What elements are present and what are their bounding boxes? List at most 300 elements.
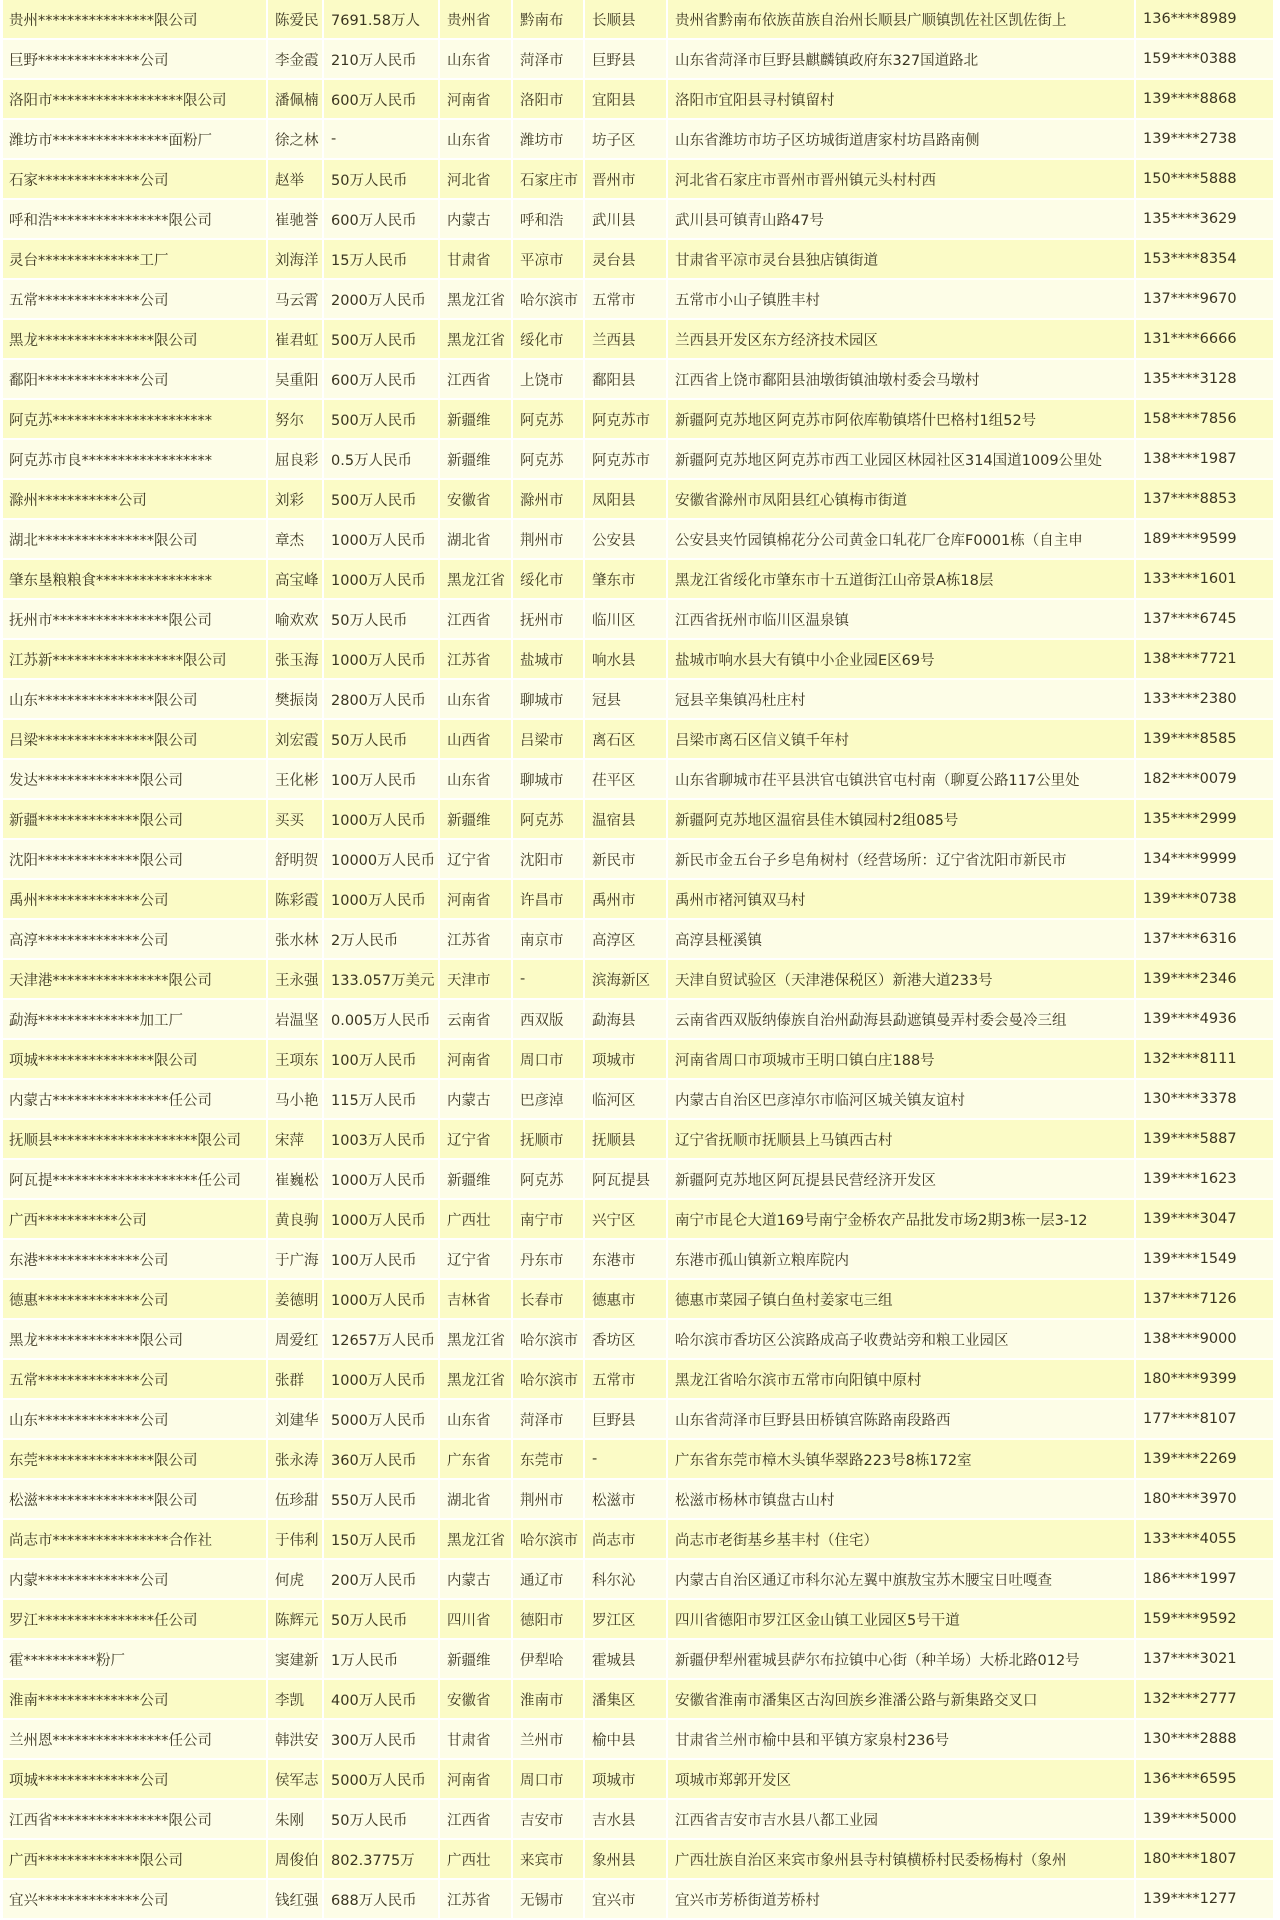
company-cell: 沈阳**************限公司 (3, 840, 268, 880)
phone-cell: 189****9599 (1136, 520, 1275, 560)
city-cell: 南宁市 (513, 1200, 585, 1240)
company-cell: 石家**************公司 (3, 160, 268, 200)
address-cell: 黑龙江省绥化市肇东市十五道街江山帝景A栋18层 (668, 560, 1136, 600)
company-cell: 滁州***********公司 (3, 480, 268, 520)
county-cell: 项城市 (585, 1760, 668, 1800)
city-cell: 黔南布 (513, 0, 585, 40)
city-cell: 淮南市 (513, 1680, 585, 1720)
phone-cell: 139****3047 (1136, 1200, 1275, 1240)
address-cell: 山东省菏泽市巨野县田桥镇宫陈路南段路西 (668, 1400, 1136, 1440)
city-cell: 丹东市 (513, 1240, 585, 1280)
address-cell: 哈尔滨市香坊区公滨路成高子收费站旁和粮工业园区 (668, 1320, 1136, 1360)
person-cell: 伍珍甜 (268, 1480, 324, 1520)
province-cell: 山东省 (440, 40, 513, 80)
person-cell: 刘海洋 (268, 240, 324, 280)
company-cell: 广西***********公司 (3, 1200, 268, 1240)
capital-cell: 600万人民币 (324, 80, 440, 120)
phone-cell: 132****8111 (1136, 1040, 1275, 1080)
phone-cell: 139****2346 (1136, 960, 1275, 1000)
table-row (3, 1240, 1275, 1280)
person-cell: 王项东 (268, 1040, 324, 1080)
capital-cell: 400万人民币 (324, 1680, 440, 1720)
phone-cell: 136****6595 (1136, 1760, 1275, 1800)
city-cell: 聊城市 (513, 680, 585, 720)
province-cell: 河南省 (440, 880, 513, 920)
county-cell: 项城市 (585, 1040, 668, 1080)
address-cell: 内蒙古自治区巴彦淖尔市临河区城关镇友谊村 (668, 1080, 1136, 1120)
table-row (3, 800, 1275, 840)
county-cell: 新民市 (585, 840, 668, 880)
capital-cell: 50万人民币 (324, 1800, 440, 1840)
address-cell: 冠县辛集镇冯杜庄村 (668, 680, 1136, 720)
address-cell: 广西壮族自治区来宾市象州县寺村镇横桥村民委杨梅村（象州 (668, 1840, 1136, 1880)
capital-cell: 1000万人民币 (324, 520, 440, 560)
address-cell: 四川省德阳市罗江区金山镇工业园区5号干道 (668, 1600, 1136, 1640)
city-cell: 潍坊市 (513, 120, 585, 160)
table-row (3, 1760, 1275, 1800)
capital-cell: 2000万人民币 (324, 280, 440, 320)
company-cell: 山东****************限公司 (3, 680, 268, 720)
address-cell: 新疆伊犁州霍城县萨尔布拉镇中心街（种羊场）大桥北路012号 (668, 1640, 1136, 1680)
person-cell: 崔巍松 (268, 1160, 324, 1200)
table-row (3, 40, 1275, 80)
person-cell: 买买 (268, 800, 324, 840)
phone-cell: 159****9592 (1136, 1600, 1275, 1640)
table-row (3, 1000, 1275, 1040)
table-row (3, 1720, 1275, 1760)
phone-cell: 138****1987 (1136, 440, 1275, 480)
company-cell: 黑龙****************限公司 (3, 320, 268, 360)
phone-cell: 150****5888 (1136, 160, 1275, 200)
person-cell: 喻欢欢 (268, 600, 324, 640)
phone-cell: 139****5000 (1136, 1800, 1275, 1840)
company-cell: 呼和浩****************限公司 (3, 200, 268, 240)
city-cell: 哈尔滨市 (513, 1520, 585, 1560)
address-cell: 云南省西双版纳傣族自治州勐海县勐遮镇曼弄村委会曼冷三组 (668, 1000, 1136, 1040)
table-row (3, 1840, 1275, 1880)
county-cell: 高淳区 (585, 920, 668, 960)
city-cell: 菏泽市 (513, 40, 585, 80)
phone-cell: 158****7856 (1136, 400, 1275, 440)
province-cell: 黑龙江省 (440, 1320, 513, 1360)
city-cell: 滁州市 (513, 480, 585, 520)
address-cell: 新疆阿克苏地区阿克苏市西工业园区林园社区314国道1009公里处 (668, 440, 1136, 480)
capital-cell: 550万人民币 (324, 1480, 440, 1520)
table-body (3, 0, 1275, 1920)
person-cell: 于伟利 (268, 1520, 324, 1560)
province-cell: 河南省 (440, 1760, 513, 1800)
province-cell: 黑龙江省 (440, 1520, 513, 1560)
address-cell: 山东省聊城市茌平县洪官屯镇洪官屯村南（聊夏公路117公里处 (668, 760, 1136, 800)
county-cell: 松滋市 (585, 1480, 668, 1520)
person-cell: 马云霄 (268, 280, 324, 320)
province-cell: 四川省 (440, 1600, 513, 1640)
city-cell: 德阳市 (513, 1600, 585, 1640)
address-cell: 南宁市昆仑大道169号南宁金桥农产品批发市场2期3栋一层3-12 (668, 1200, 1136, 1240)
capital-cell: 802.3775万 (324, 1840, 440, 1880)
company-cell: 勐海**************加工厂 (3, 1000, 268, 1040)
company-cell: 抚州市****************限公司 (3, 600, 268, 640)
capital-cell: 5000万人民币 (324, 1400, 440, 1440)
phone-cell: 139****1549 (1136, 1240, 1275, 1280)
phone-cell: 139****2269 (1136, 1440, 1275, 1480)
phone-cell: 177****8107 (1136, 1400, 1275, 1440)
phone-cell: 139****5887 (1136, 1120, 1275, 1160)
person-cell: 樊振岗 (268, 680, 324, 720)
company-cell: 发达**************限公司 (3, 760, 268, 800)
company-cell: 江苏新******************限公司 (3, 640, 268, 680)
city-cell: 阿克苏 (513, 800, 585, 840)
county-cell: 勐海县 (585, 1000, 668, 1040)
province-cell: 黑龙江省 (440, 320, 513, 360)
phone-cell: 137****9670 (1136, 280, 1275, 320)
table-row (3, 640, 1275, 680)
county-cell: 滨海新区 (585, 960, 668, 1000)
table-row (3, 1480, 1275, 1520)
city-cell: 抚州市 (513, 600, 585, 640)
person-cell: 何虎 (268, 1560, 324, 1600)
province-cell: 江苏省 (440, 1880, 513, 1920)
county-cell: 禹州市 (585, 880, 668, 920)
province-cell: 安徽省 (440, 480, 513, 520)
company-cell: 天津港****************限公司 (3, 960, 268, 1000)
phone-cell: 131****6666 (1136, 320, 1275, 360)
city-cell: 哈尔滨市 (513, 280, 585, 320)
person-cell: 陈辉元 (268, 1600, 324, 1640)
province-cell: 云南省 (440, 1000, 513, 1040)
table-row (3, 1080, 1275, 1120)
company-cell: 黑龙**************限公司 (3, 1320, 268, 1360)
table-row (3, 560, 1275, 600)
city-cell: 菏泽市 (513, 1400, 585, 1440)
city-cell: 长春市 (513, 1280, 585, 1320)
person-cell: 马小艳 (268, 1080, 324, 1120)
capital-cell: 100万人民币 (324, 1240, 440, 1280)
phone-cell: 138****9000 (1136, 1320, 1275, 1360)
company-cell: 江西省****************限公司 (3, 1800, 268, 1840)
company-cell: 湖北****************限公司 (3, 520, 268, 560)
table-row (3, 320, 1275, 360)
table-row (3, 80, 1275, 120)
address-cell: 宜兴市芳桥街道芳桥村 (668, 1880, 1136, 1920)
address-cell: 甘肃省兰州市榆中县和平镇方家泉村236号 (668, 1720, 1136, 1760)
province-cell: 黑龙江省 (440, 560, 513, 600)
city-cell: 无锡市 (513, 1880, 585, 1920)
phone-cell: 139****0738 (1136, 880, 1275, 920)
phone-cell: 130****2888 (1136, 1720, 1275, 1760)
phone-cell: 137****8853 (1136, 480, 1275, 520)
county-cell: 宜阳县 (585, 80, 668, 120)
table-row (3, 520, 1275, 560)
address-cell: 东港市孤山镇新立粮库院内 (668, 1240, 1136, 1280)
province-cell: 山东省 (440, 1400, 513, 1440)
table-row (3, 360, 1275, 400)
table-row (3, 160, 1275, 200)
county-cell: 霍城县 (585, 1640, 668, 1680)
person-cell: 张水林 (268, 920, 324, 960)
county-cell: 五常市 (585, 1360, 668, 1400)
person-cell: 侯军志 (268, 1760, 324, 1800)
county-cell: 坊子区 (585, 120, 668, 160)
table-row (3, 960, 1275, 1000)
company-cell: 鄱阳**************公司 (3, 360, 268, 400)
company-cell: 东莞****************限公司 (3, 1440, 268, 1480)
capital-cell: 1000万人民币 (324, 640, 440, 680)
phone-cell: 180****1807 (1136, 1840, 1275, 1880)
address-cell: 吕梁市离石区信义镇千年村 (668, 720, 1136, 760)
phone-cell: 153****8354 (1136, 240, 1275, 280)
city-cell: 石家庄市 (513, 160, 585, 200)
capital-cell: 150万人民币 (324, 1520, 440, 1560)
city-cell: 抚顺市 (513, 1120, 585, 1160)
phone-cell: 137****7126 (1136, 1280, 1275, 1320)
address-cell: 德惠市菜园子镇白鱼村姜家屯三组 (668, 1280, 1136, 1320)
table-row (3, 1440, 1275, 1480)
phone-cell: 132****2777 (1136, 1680, 1275, 1720)
province-cell: 甘肃省 (440, 240, 513, 280)
person-cell: 刘彩 (268, 480, 324, 520)
city-cell: 盐城市 (513, 640, 585, 680)
person-cell: 窦建新 (268, 1640, 324, 1680)
company-cell: 尚志市****************合作社 (3, 1520, 268, 1560)
company-cell: 抚顺县********************限公司 (3, 1120, 268, 1160)
capital-cell: 5000万人民币 (324, 1760, 440, 1800)
address-cell: 黑龙江省哈尔滨市五常市向阳镇中原村 (668, 1360, 1136, 1400)
address-cell: 五常市小山子镇胜丰村 (668, 280, 1136, 320)
county-cell: 榆中县 (585, 1720, 668, 1760)
capital-cell: 0.5万人民币 (324, 440, 440, 480)
company-cell: 项城****************限公司 (3, 1040, 268, 1080)
person-cell: 岩温坚 (268, 1000, 324, 1040)
company-cell: 东港**************公司 (3, 1240, 268, 1280)
address-cell: 山东省菏泽市巨野县麒麟镇政府东327国道路北 (668, 40, 1136, 80)
province-cell: 江西省 (440, 1800, 513, 1840)
phone-cell: 180****3970 (1136, 1480, 1275, 1520)
company-cell: 巨野**************公司 (3, 40, 268, 80)
table-row (3, 280, 1275, 320)
company-cell: 高淳**************公司 (3, 920, 268, 960)
county-cell: 长顺县 (585, 0, 668, 40)
capital-cell: 1000万人民币 (324, 800, 440, 840)
county-cell: 离石区 (585, 720, 668, 760)
person-cell: 章杰 (268, 520, 324, 560)
capital-cell: 300万人民币 (324, 1720, 440, 1760)
province-cell: 江苏省 (440, 920, 513, 960)
county-cell: 吉水县 (585, 1800, 668, 1840)
company-cell: 阿克苏市良****************** (3, 440, 268, 480)
phone-cell: 135****2999 (1136, 800, 1275, 840)
address-cell: 江西省吉安市吉水县八都工业园 (668, 1800, 1136, 1840)
county-cell: 鄱阳县 (585, 360, 668, 400)
province-cell: 河南省 (440, 80, 513, 120)
phone-cell: 133****1601 (1136, 560, 1275, 600)
province-cell: 内蒙古 (440, 200, 513, 240)
city-cell: 阿克苏 (513, 400, 585, 440)
capital-cell: 0.005万人民币 (324, 1000, 440, 1040)
city-cell: 东莞市 (513, 1440, 585, 1480)
city-cell: 哈尔滨市 (513, 1320, 585, 1360)
city-cell: 绥化市 (513, 560, 585, 600)
city-cell: 阿克苏 (513, 440, 585, 480)
phone-cell: 137****6745 (1136, 600, 1275, 640)
county-cell: 温宿县 (585, 800, 668, 840)
capital-cell: 50万人民币 (324, 160, 440, 200)
capital-cell: 1000万人民币 (324, 560, 440, 600)
county-cell: 阿克苏市 (585, 400, 668, 440)
county-cell: 尚志市 (585, 1520, 668, 1560)
city-cell: 洛阳市 (513, 80, 585, 120)
capital-cell: 100万人民币 (324, 1040, 440, 1080)
county-cell: 武川县 (585, 200, 668, 240)
capital-cell: 500万人民币 (324, 320, 440, 360)
person-cell: 王化彬 (268, 760, 324, 800)
company-cell: 霍**********粉厂 (3, 1640, 268, 1680)
county-cell: 香坊区 (585, 1320, 668, 1360)
phone-cell: 137****6316 (1136, 920, 1275, 960)
address-cell: 盐城市响水县大有镇中小企业园E区69号 (668, 640, 1136, 680)
company-cell: 吕梁****************限公司 (3, 720, 268, 760)
city-cell: 通辽市 (513, 1560, 585, 1600)
address-cell: 洛阳市宜阳县寻村镇留村 (668, 80, 1136, 120)
person-cell: 于广海 (268, 1240, 324, 1280)
county-cell: 晋州市 (585, 160, 668, 200)
person-cell: 钱红强 (268, 1880, 324, 1920)
phone-cell: 133****4055 (1136, 1520, 1275, 1560)
city-cell: 阿克苏 (513, 1160, 585, 1200)
capital-cell: 688万人民币 (324, 1880, 440, 1920)
table-row (3, 600, 1275, 640)
table-row (3, 760, 1275, 800)
capital-cell: 1万人民币 (324, 1640, 440, 1680)
capital-cell: 1003万人民币 (324, 1120, 440, 1160)
county-cell: 东港市 (585, 1240, 668, 1280)
city-cell: 来宾市 (513, 1840, 585, 1880)
address-cell: 松滋市杨林市镇盘古山村 (668, 1480, 1136, 1520)
company-cell: 罗江****************任公司 (3, 1600, 268, 1640)
person-cell: 赵举 (268, 160, 324, 200)
city-cell: 上饶市 (513, 360, 585, 400)
table-row (3, 1800, 1275, 1840)
province-cell: 山东省 (440, 680, 513, 720)
city-cell: 荆州市 (513, 1480, 585, 1520)
province-cell: 安徽省 (440, 1680, 513, 1720)
capital-cell: 600万人民币 (324, 360, 440, 400)
company-cell: 山东**************公司 (3, 1400, 268, 1440)
table-row (3, 1360, 1275, 1400)
county-cell: 茌平区 (585, 760, 668, 800)
table-row (3, 400, 1275, 440)
phone-cell: 135****3629 (1136, 200, 1275, 240)
company-cell: 新疆**************限公司 (3, 800, 268, 840)
company-cell: 内蒙古****************任公司 (3, 1080, 268, 1120)
province-cell: 天津市 (440, 960, 513, 1000)
province-cell: 广西壮 (440, 1200, 513, 1240)
address-cell: 新疆阿克苏地区温宿县佳木镇园村2组085号 (668, 800, 1136, 840)
company-cell: 五常**************公司 (3, 1360, 268, 1400)
company-cell: 淮南**************公司 (3, 1680, 268, 1720)
city-cell: 聊城市 (513, 760, 585, 800)
address-cell: 公安县夹竹园镇棉花分公司黄金口轧花厂仓库F0001栋（自主申 (668, 520, 1136, 560)
person-cell: 陈彩霞 (268, 880, 324, 920)
province-cell: 辽宁省 (440, 1240, 513, 1280)
city-cell: 许昌市 (513, 880, 585, 920)
phone-cell: 133****2380 (1136, 680, 1275, 720)
capital-cell: 200万人民币 (324, 1560, 440, 1600)
person-cell: 刘宏霞 (268, 720, 324, 760)
county-cell: 兰西县 (585, 320, 668, 360)
phone-cell: 139****8868 (1136, 80, 1275, 120)
capital-cell: - (324, 120, 440, 160)
province-cell: 新疆维 (440, 400, 513, 440)
address-cell: 内蒙古自治区通辽市科尔沁左翼中旗敖宝苏木腰宝日吐嘎查 (668, 1560, 1136, 1600)
address-cell: 河南省周口市项城市王明口镇白庄188号 (668, 1040, 1136, 1080)
province-cell: 贵州省 (440, 0, 513, 40)
address-cell: 安徽省滁州市凤阳县红心镇梅市街道 (668, 480, 1136, 520)
province-cell: 新疆维 (440, 440, 513, 480)
phone-cell: 139****2738 (1136, 120, 1275, 160)
address-cell: 河北省石家庄市晋州市晋州镇元头村村西 (668, 160, 1136, 200)
table-row (3, 1640, 1275, 1680)
address-cell: 新疆阿克苏地区阿克苏市阿依库勒镇塔什巴格村1组52号 (668, 400, 1136, 440)
table-row (3, 0, 1275, 40)
address-cell: 贵州省黔南布依族苗族自治州长顺县广顺镇凯佐社区凯佐街上 (668, 0, 1136, 40)
province-cell: 江西省 (440, 600, 513, 640)
person-cell: 崔君虹 (268, 320, 324, 360)
table-row (3, 1560, 1275, 1600)
city-cell: 周口市 (513, 1760, 585, 1800)
province-cell: 广东省 (440, 1440, 513, 1480)
person-cell: 李金霞 (268, 40, 324, 80)
company-cell: 潍坊市****************面粉厂 (3, 120, 268, 160)
capital-cell: 1000万人民币 (324, 1200, 440, 1240)
company-cell: 内蒙**************公司 (3, 1560, 268, 1600)
county-cell: 冠县 (585, 680, 668, 720)
company-cell: 灵台**************工厂 (3, 240, 268, 280)
province-cell: 河南省 (440, 1040, 513, 1080)
table-row (3, 1320, 1275, 1360)
capital-cell: 10000万人民币 (324, 840, 440, 880)
county-cell: 凤阳县 (585, 480, 668, 520)
address-cell: 新民市金五台子乡皂角树村（经营场所：辽宁省沈阳市新民市 (668, 840, 1136, 880)
table-row (3, 880, 1275, 920)
city-cell: 吕梁市 (513, 720, 585, 760)
table-row (3, 440, 1275, 480)
person-cell: 屈良彩 (268, 440, 324, 480)
person-cell: 黄良驹 (268, 1200, 324, 1240)
city-cell: 西双版 (513, 1000, 585, 1040)
county-cell: 象州县 (585, 1840, 668, 1880)
phone-cell: 130****3378 (1136, 1080, 1275, 1120)
phone-cell: 137****3021 (1136, 1640, 1275, 1680)
phone-cell: 182****0079 (1136, 760, 1275, 800)
person-cell: 吴重阳 (268, 360, 324, 400)
county-cell: 响水县 (585, 640, 668, 680)
province-cell: 辽宁省 (440, 840, 513, 880)
capital-cell: 600万人民币 (324, 200, 440, 240)
province-cell: 湖北省 (440, 520, 513, 560)
capital-cell: 50万人民币 (324, 720, 440, 760)
address-cell: 禹州市褚河镇双马村 (668, 880, 1136, 920)
address-cell: 甘肃省平凉市灵台县独店镇街道 (668, 240, 1136, 280)
table-row (3, 1520, 1275, 1560)
county-cell: 潘集区 (585, 1680, 668, 1720)
company-cell: 五常**************公司 (3, 280, 268, 320)
city-cell: 周口市 (513, 1040, 585, 1080)
capital-cell: 50万人民币 (324, 600, 440, 640)
phone-cell: 138****7721 (1136, 640, 1275, 680)
person-cell: 朱刚 (268, 1800, 324, 1840)
capital-cell: 2800万人民币 (324, 680, 440, 720)
